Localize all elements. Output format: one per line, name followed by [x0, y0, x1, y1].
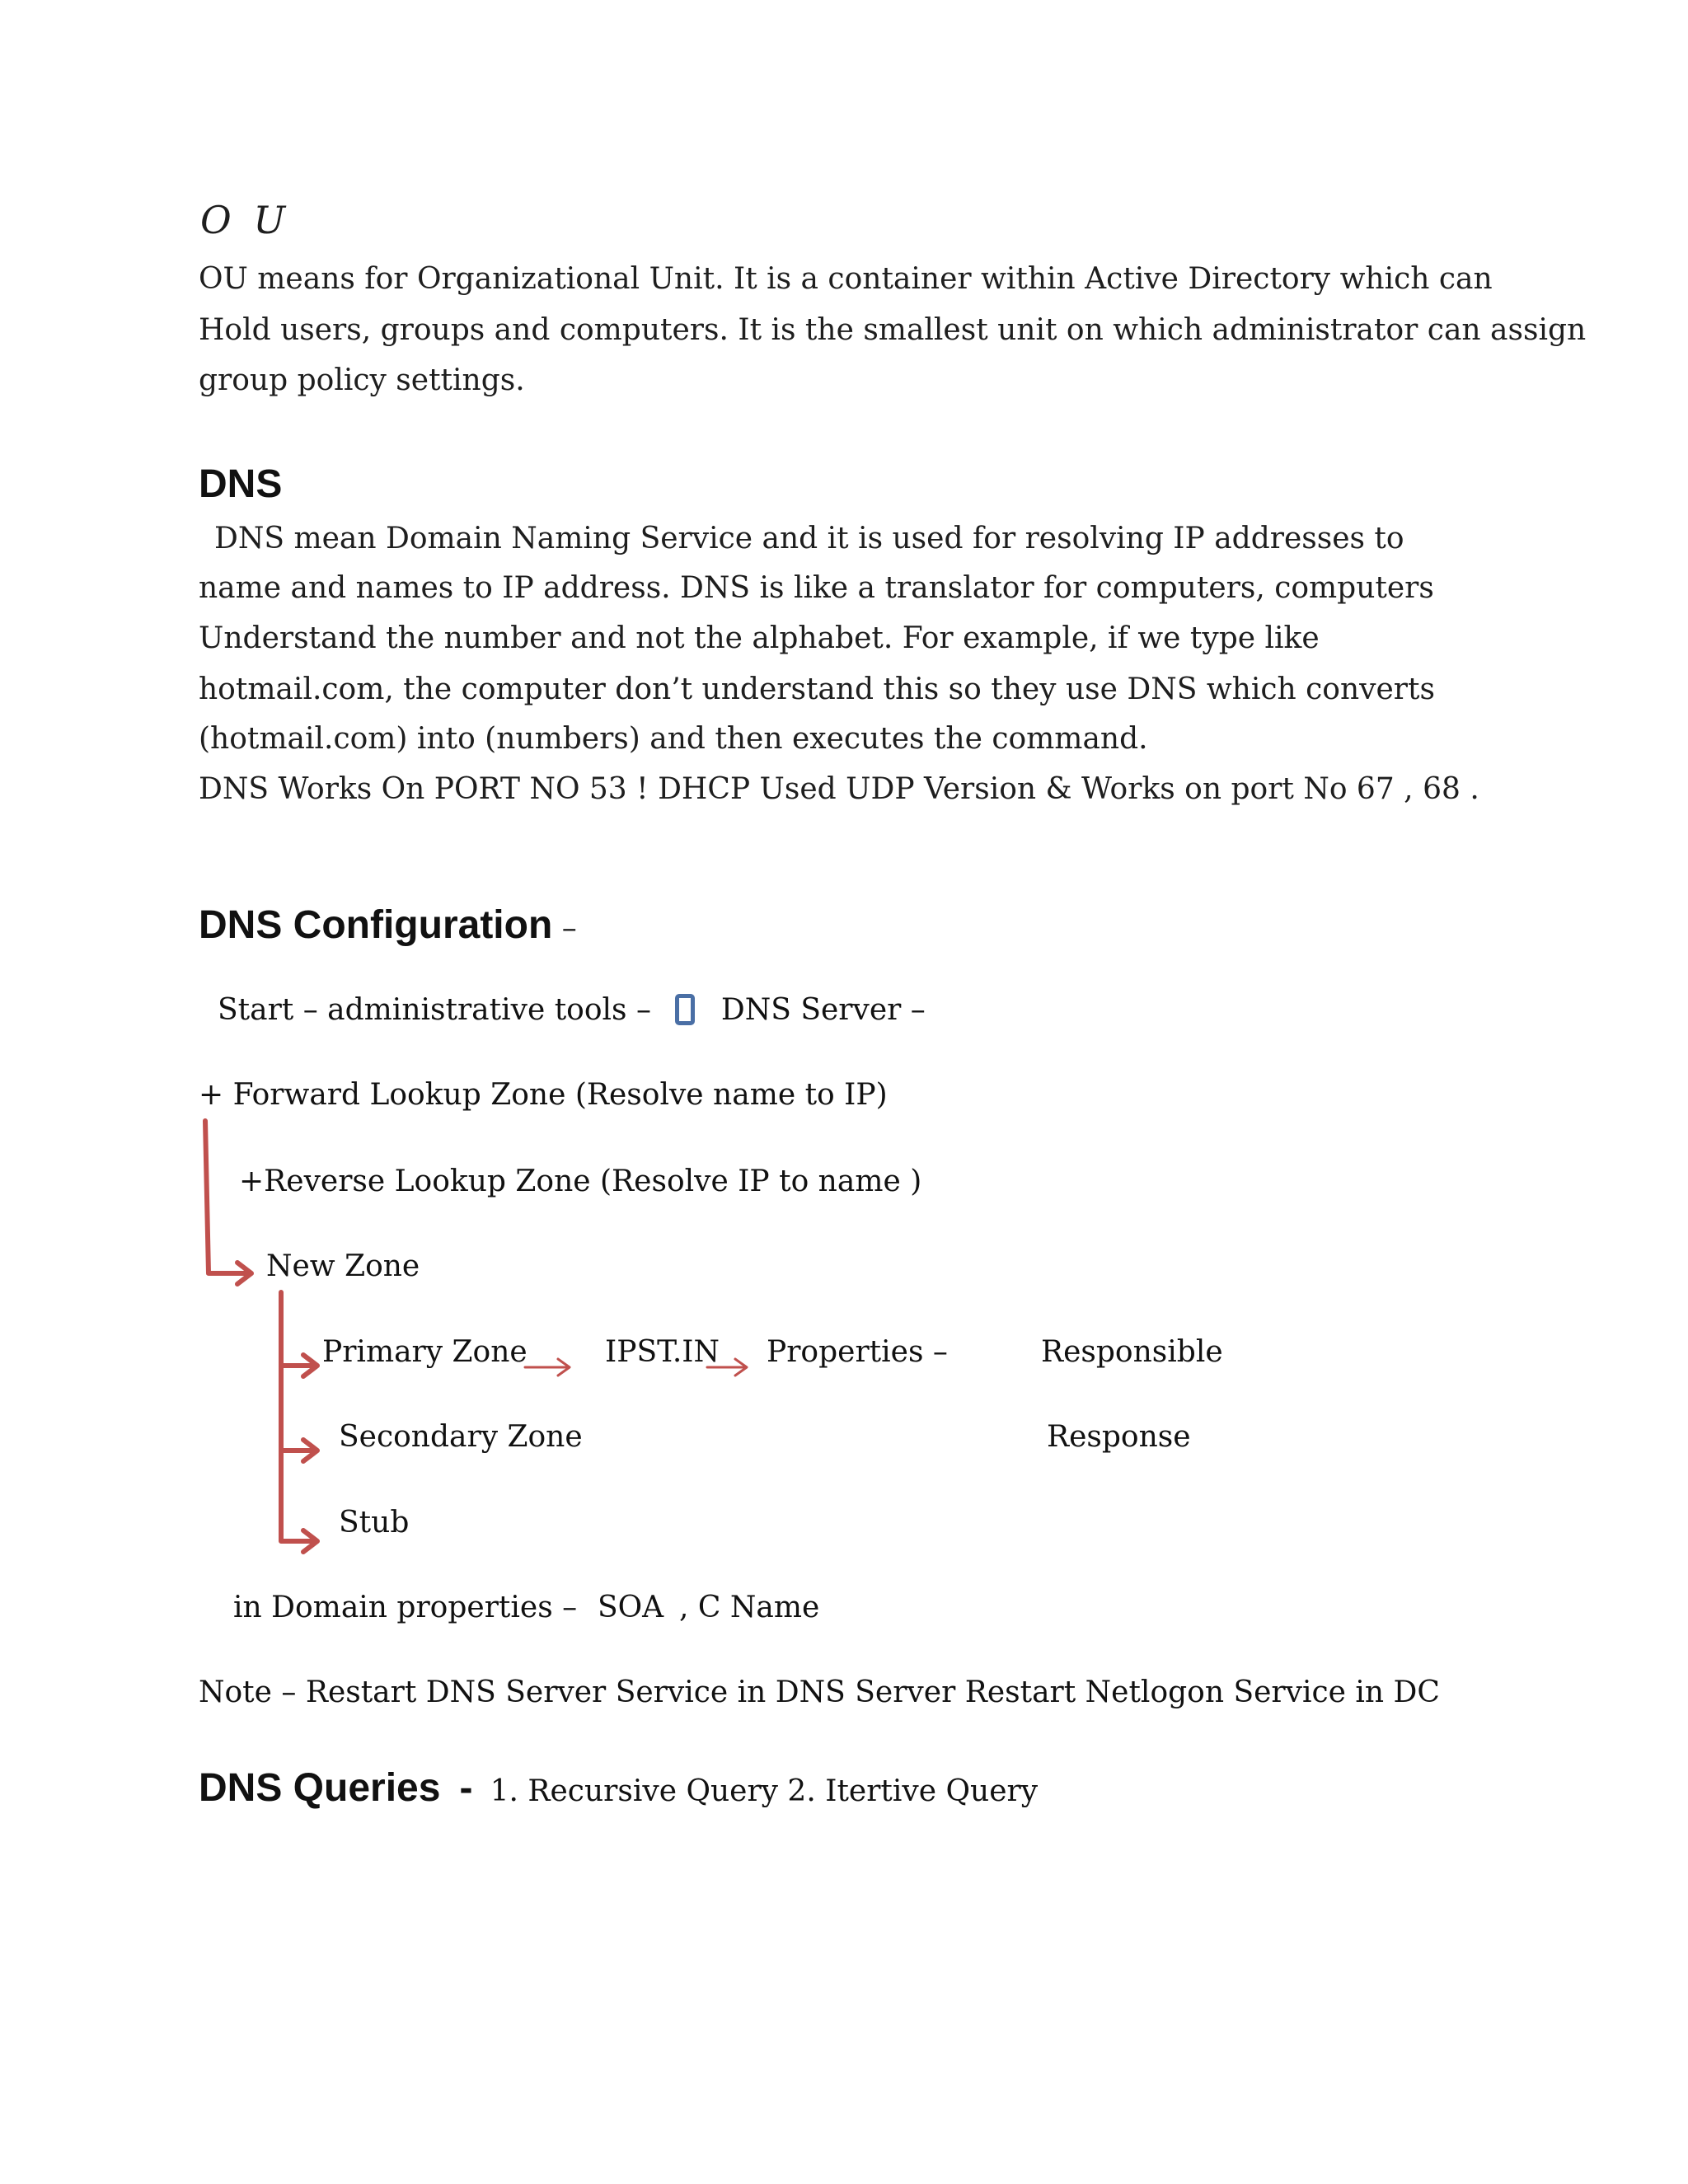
domain-name: IPST.IN — [605, 1335, 720, 1369]
cname-label: , C Name — [679, 1591, 820, 1624]
config-path-end: DNS Server – — [720, 993, 926, 1027]
config-title: DNS Configuration — [199, 903, 553, 947]
properties-label: Properties – — [767, 1335, 948, 1369]
queries-dash: - — [459, 1766, 473, 1810]
dns-line-1: DNS mean Domain Naming Service and it is used for resolving IP addresses to — [214, 522, 1404, 555]
response-label: Response — [1047, 1420, 1191, 1454]
new-zone-arrow — [205, 1121, 247, 1273]
primary-zone: Primary Zone — [322, 1335, 528, 1369]
dns-line-6: DNS Works On PORT NO 53 ! DHCP Used UDP Version & Works on port No 67 , 68 . — [199, 772, 1479, 806]
soa-label: SOA — [598, 1591, 664, 1624]
ou-heading: O U — [200, 198, 291, 242]
config-title-suffix: – — [552, 912, 577, 945]
queries-title: DNS Queries — [199, 1766, 441, 1810]
dns-heading: DNS — [199, 462, 283, 506]
ou-line-2: Hold users, groups and computers. It is the smallest unit on which administrator can assign — [199, 313, 1587, 347]
config-path-start: Start – administrative tools – — [218, 993, 651, 1027]
reverse-lookup-zone: +Reverse Lookup Zone (Resolve IP to name ) — [239, 1165, 922, 1198]
stub-zone: Stub — [339, 1506, 410, 1540]
dns-line-2: name and names to IP address. DNS is like a translator for computers, computers — [199, 571, 1434, 605]
queries-text: 1. Recursive Query 2. Itertive Query — [490, 1774, 1039, 1808]
dns-line-3: Understand the number and not the alphabet. For example, if we type like — [199, 621, 1320, 655]
ou-line-1: OU means for Organizational Unit. It is a container within Active Directory which can — [199, 262, 1493, 296]
secondary-zone: Secondary Zone — [339, 1420, 583, 1454]
dns-line-4: hotmail.com, the computer don’t understand this so they use DNS which converts — [199, 673, 1435, 706]
restart-note: Note – Restart DNS Server Service in DNS Server Restart Netlogon Service in DC — [199, 1675, 1440, 1709]
domain-properties: in Domain properties – — [233, 1591, 578, 1624]
new-zone: New Zone — [266, 1249, 420, 1283]
ou-line-3: group policy settings. — [199, 363, 525, 397]
zone-branch-line — [281, 1292, 313, 1541]
forward-lookup-zone: + Forward Lookup Zone (Resolve name to IP) — [199, 1078, 888, 1112]
responsible-label: Responsible — [1041, 1335, 1223, 1369]
dns-line-5: (hotmail.com) into (numbers) and then executes the command. — [199, 722, 1148, 756]
